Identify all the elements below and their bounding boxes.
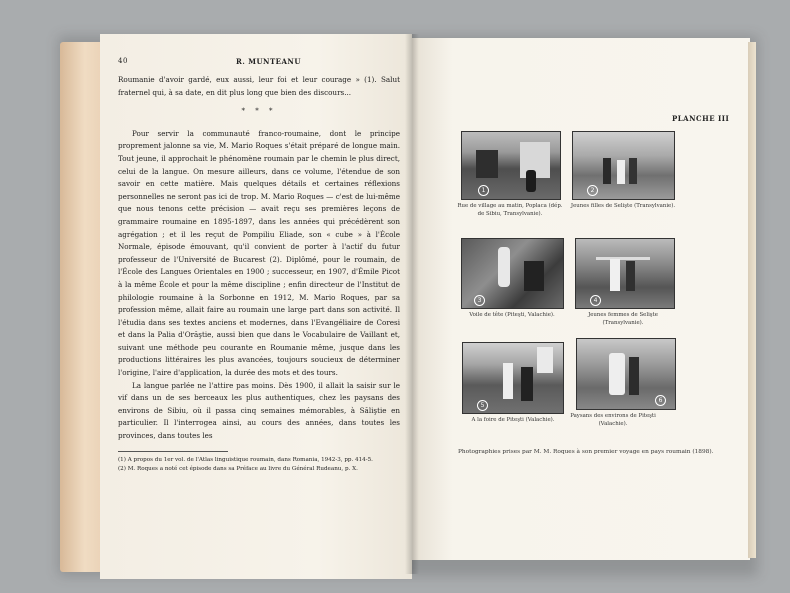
book-gutter [405,34,419,574]
photo-number: 1 [478,185,489,196]
photo-village-street [461,131,561,200]
photo-caption: Jeunes filles de Selişte (Transylvanie). [570,203,676,209]
left-running-header [118,57,398,69]
body-paragraph-2: La langue parlée ne l'attire pas moins. Dès 1900, il allait la saisir sur le vif dans un de ses berceaux les plus authentiques, chez les paysans des environs de Sibiu, où il passa cinq semaines mémorables, à Săliştie en particulier. Il l'interrogea ainsi, au cours des années, dans toutes les provinces, dans toutes les [118,380,400,441]
footnote-2: (2) M. Roques a noté cet épisode dans sa Préface au livre du Général Rudeanu, p. X. [118,465,358,472]
plate-note: Photographies prises par M. M. Roques à son premier voyage en pays roumain (1898). [458,449,714,455]
running-head-author: R. MUNTEANU [236,57,301,66]
photo-pitesti-fair [462,342,564,414]
section-stars: * * * [241,107,277,116]
photo-number: 2 [587,185,598,196]
photo-number: 6 [655,395,666,406]
footnote-rule [118,451,228,452]
book-right-page-edges [748,42,756,558]
photo-caption: Jeunes femmes de Selişte (Transylvanie). [588,312,658,326]
opening-paragraph: Roumanie d'avoir gardé, eux aussi, leur foi et leur courage » (1). Salut fraternel qui, à sa date, en dit plus long que bien des discours... [118,75,400,97]
photo-number: 3 [474,295,485,306]
left-text-column [118,74,400,474]
plate-title: PLANCHE III [672,114,730,123]
photo-young-girls [572,131,675,200]
photo-young-women [575,238,675,309]
body-paragraph-1: Pour servir la communauté franco-roumaine, dont le principe proprement jalonne sa vie, M. Mario Roques s'était préparé de longue main. Tout jeune, il approchait le phénomène roumain par le chemin le plus direct, celui de la langue. On mesure ailleurs, dans ce volume, l'étendue de son savoir en cette matière. Mais quelques détails et certaines réflexions personnelles ne seront pas ici de trop. M. Mario Roques — c'est de lui-même que nous tenons cette précision — avait reçu ses premières leçons de grammaire roumaine en 1895-1897, dans les années qui précédèrent son agrégation ; et il les reçut de Pompiliu Eliade, son « cube » à l'École Normale, épisode émouvant, qu'il convient de porter à l'actif du futur professeur de l'Université de Bucarest (2). Diplômé, pour le roumain, de l'École des Langues Orientales en 1900 ; successeur, en 1907, d'Émile Picot à la même École et pour la même discipline ; enfin directeur de l'Institut de philologie roumaine à la Sorbonne en 1912, M. Mario Roques, par sa profession même, allait faire au roumain une large part dans son activité. Il l'étudia dans ses textes anciens et modernes, dans l'Evangéliaire de Coresi et dans la Palia d'Orăştie, aussi bien que dans le Vocabulaire de Vaillant et, suivant une méthode peu courante en Roumanie même, jusque dans les productions littéraires les plus avancées, toujours soucieux de déterminer l'origine, l'aire d'application, la durée des mots et des tours. [118,128,400,378]
photo-head-veil [461,238,564,309]
page-number: 40 [118,57,128,65]
photo-caption: Voile de tête (Piteşti, Valachie). [469,312,555,318]
photo-caption: Paysans des environs de Piteşti (Valachie). [570,413,656,427]
photo-number: 4 [590,295,601,306]
footnote-1: (1) A propos du 1er vol. de l'Atlas linguistique roumain, dans Romania, 1942-3, pp. 414-5. [118,456,373,463]
photo-peasants [576,338,676,410]
photo-caption: A la foire de Piteşti (Valachie). [471,417,555,423]
photo-caption: Rue de village au matin, Poplaca (dép. de Sibiu, Transylvanie). [457,203,563,217]
photo-number: 5 [477,400,488,411]
